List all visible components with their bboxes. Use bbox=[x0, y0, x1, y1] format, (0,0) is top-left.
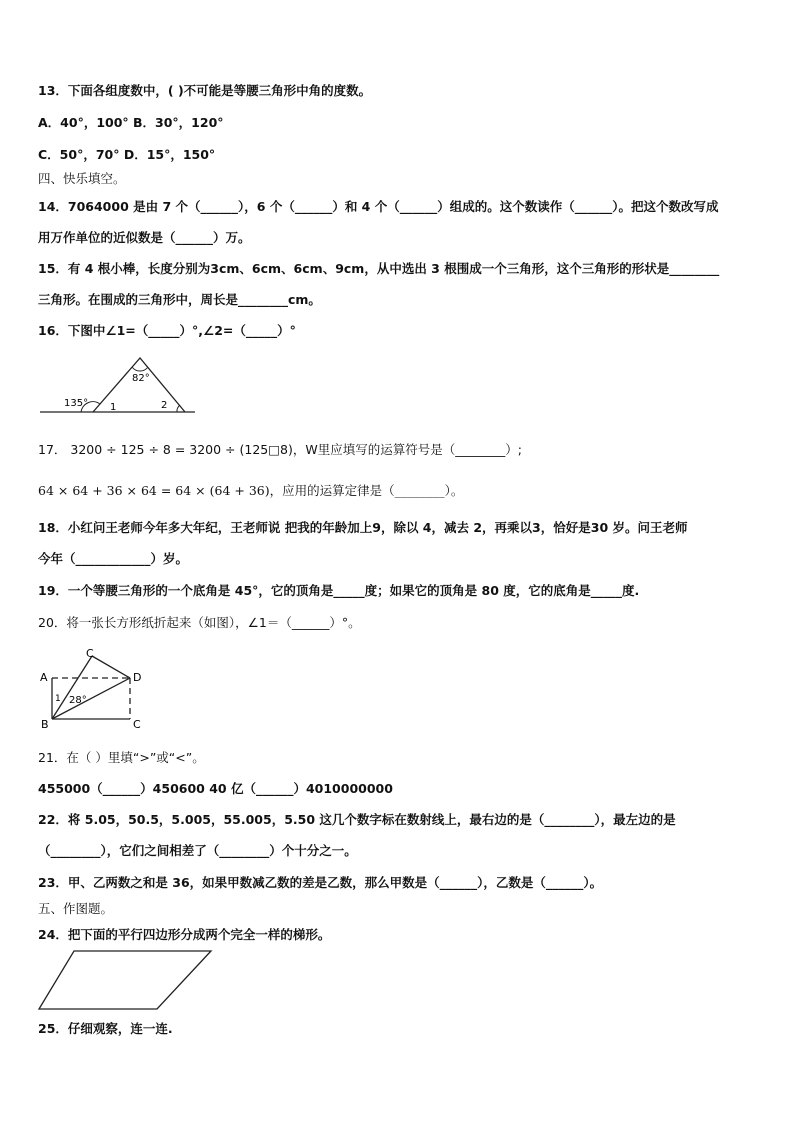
q20-vertex-c-top: C bbox=[86, 647, 94, 660]
q20-angle-28-label: 28° bbox=[69, 695, 87, 706]
q16-angle-82-label: 82° bbox=[132, 373, 150, 384]
question-18-line-2: 今年（____________）岁。 bbox=[38, 551, 189, 566]
question-14-line-2: 用万作单位的近似数是（______）万。 bbox=[38, 230, 251, 245]
question-13-options-ab: A．40°，100° B．30°，120° bbox=[38, 115, 224, 130]
question-23-line: 23．甲、乙两数之和是 36，如果甲数减乙数的差是乙数，那么甲数是（______），乙数是（______）。 bbox=[38, 875, 603, 890]
question-24-parallelogram bbox=[38, 950, 216, 1012]
question-22-line-2: （________），它们之间相差了（________）个十分之一。 bbox=[38, 843, 357, 858]
question-17-line-1: 17． 3200 ÷ 125 ÷ 8 = 3200 ÷ (125□8)，W里应填写的运算符号是（________）; bbox=[38, 442, 522, 457]
question-16-stem: 16．下图中∠1=（_____）°,∠2=（_____）° bbox=[38, 323, 296, 338]
question-16-triangle-figure bbox=[40, 350, 200, 416]
question-20-fold-figure bbox=[38, 648, 148, 730]
q20-vertex-d: D bbox=[133, 671, 142, 684]
question-15-line-1: 15．有 4 根小棒，长度分别为3cm、6cm、6cm、9cm，从中选出 3 根围成一个三角形，这个三角形的形状是________ bbox=[38, 261, 720, 276]
question-14-line-1: 14．7064000 是由 7 个（______），6 个（______）和 4 个（______）组成的。这个数读作（______）。把这个数改写成 bbox=[38, 199, 719, 214]
q16-angle-135-label: 135° bbox=[64, 398, 89, 409]
question-24-stem: 24．把下面的平行四边形分成两个完全一样的梯形。 bbox=[38, 927, 331, 942]
section-5-heading: 五、作图题。 bbox=[38, 901, 114, 916]
question-17-line-2: 64 × 64 + 36 × 64 = 64 × (64 + 36)，应用的运算定律是（________）。 bbox=[38, 483, 464, 498]
q16-angle-1-label: 1 bbox=[110, 402, 117, 413]
question-21-stem: 21．在（ ）里填“>”或“<”。 bbox=[38, 750, 205, 765]
question-21-items: 455000（______）450600 40 亿（______）4010000000 bbox=[38, 781, 393, 796]
q20-vertex-b: B bbox=[41, 718, 49, 731]
q20-vertex-a: A bbox=[40, 671, 48, 684]
question-25-stem: 25．仔细观察，连一连. bbox=[38, 1021, 173, 1036]
question-15-line-2: 三角形。在围成的三角形中，周长是________cm。 bbox=[38, 292, 321, 307]
question-19-line: 19．一个等腰三角形的一个底角是 45°，它的顶角是_____度；如果它的顶角是 80 度，它的底角是_____度. bbox=[38, 583, 640, 598]
q20-angle-1-label: 1 bbox=[55, 694, 61, 704]
q16-angle-2-label: 2 bbox=[161, 400, 168, 411]
q20-vertex-c-bottom: C bbox=[133, 718, 141, 731]
section-4-heading: 四、快乐填空。 bbox=[38, 171, 126, 186]
question-22-line-1: 22．将 5.05，50.5，5.005，55.005，5.50 这几个数字标在数射线上，最右边的是（________），最左边的是 bbox=[38, 812, 676, 827]
question-13-options-cd: C．50°，70° D．15°，150° bbox=[38, 147, 216, 162]
question-20-stem: 20．将一张长方形纸折起来（如图），∠1＝（______）°。 bbox=[38, 615, 361, 630]
question-13-stem: 13．下面各组度数中，( )不可能是等腰三角形中角的度数。 bbox=[38, 83, 372, 98]
question-18-line-1: 18．小红问王老师今年多大年纪，王老师说 把我的年龄加上9，除以 4，减去 2，再乘以3，恰好是30 岁。问王老师 bbox=[38, 520, 688, 535]
